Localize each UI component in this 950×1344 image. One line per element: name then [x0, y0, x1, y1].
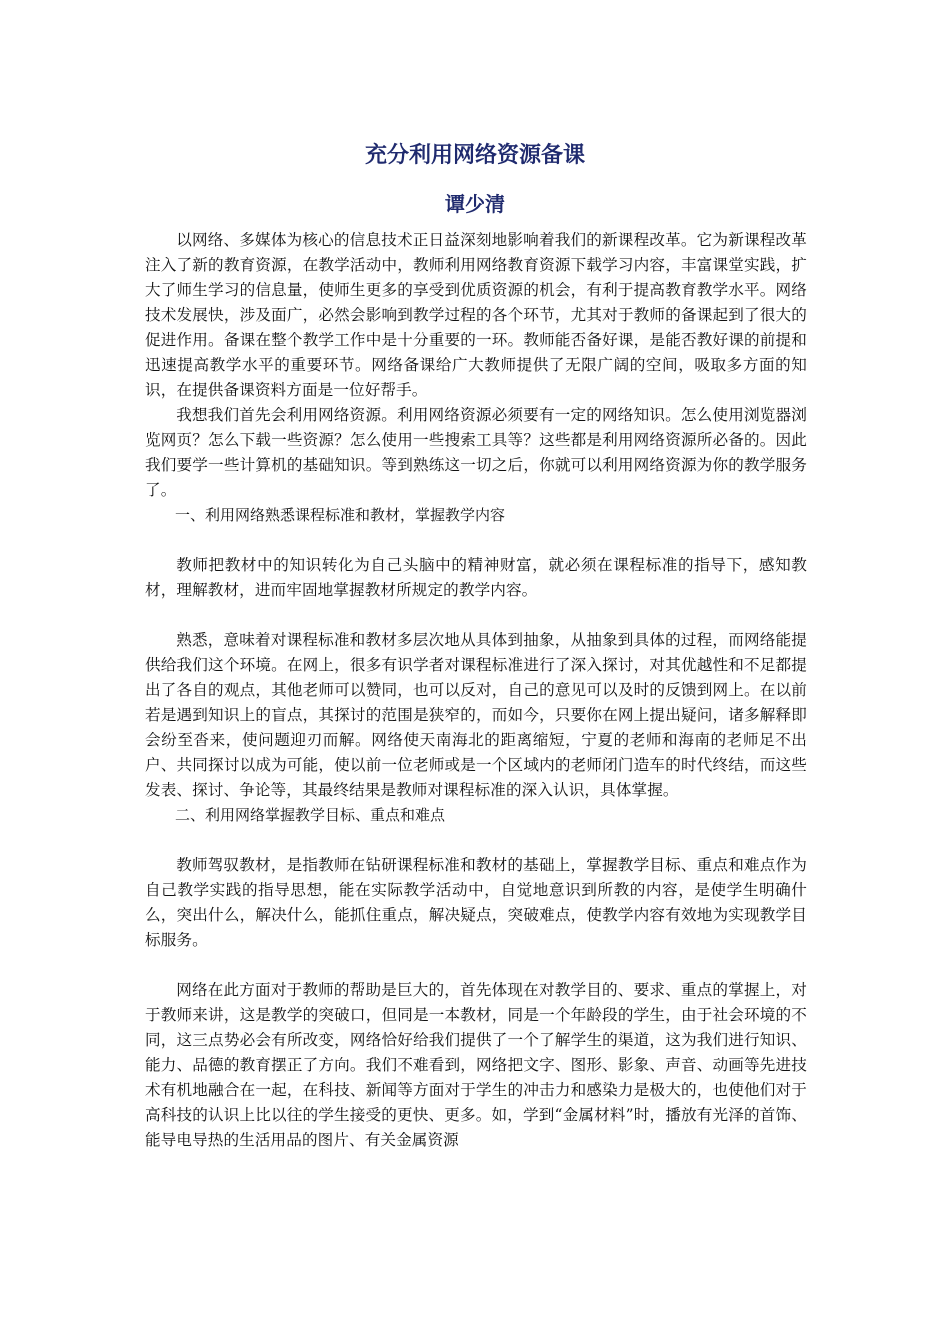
- paragraph-section1-b: 熟悉，意味着对课程标准和教材多层次地从具体到抽象，从抽象到具体的过程，而网络能提供给我们这个环境。在网上，很多有识学者对课程标准进行了深入探讨，对其优越性和不足都提出了各自的观点，其他老师可以赞同，也可以反对，自己的意见可以及时的反馈到网上。在以前若是遇到知识上的盲点，其探讨的范围是狭窄的，而如今，只要你在网上提出疑问，诸多解释即会纷至沓来，使问题迎刃而解。网络使天南海北的距离缩短，宁夏的老师和海南的老师足不出户、共同探讨以成为可能，使以前一位老师或是一个区域内的老师闭门造车的时代终结，而这些发表、探讨、争论等，其最终结果是教师对课程标准的深入认识，具体掌握。: [145, 631, 807, 799]
- document-title: 充分利用网络资源备课: [364, 143, 585, 168]
- document-author: 谭少清: [445, 192, 505, 216]
- paragraph-section2-b: 网络在此方面对于教师的帮助是巨大的，首先体现在对教学目的、要求、重点的掌握上，对于教师来讲，这是教学的突破口，但同是一本教材，同是一个年龄段的学生，由于社会环境的不同，这三点势必会有所改变，网络恰好给我们提供了一个了解学生的渠道，这为我们进行知识、能力、品德的教育摆正了方向。我们不难看到，网络把文字、图形、影象、声音、动画等先进技术有机地融合在一起，在科技、新闻等方面对于学生的冲击力和感染力是极大的，也使他们对于高科技的认识上比以往的学生接受的更快、更多。如，学到“金属材料”时，播放有光泽的首饰、能导电导热的生活用品的图片、有关金属资源: [145, 981, 807, 1149]
- paragraph-section2-a: 教师驾驭教材，是指教师在钻研课程标准和教材的基础上，掌握教学目标、重点和难点作为自己教学实践的指导思想，能在实际教学活动中，自觉地意识到所教的内容，是使学生明确什么，突出什么，解决什么，能抓住重点，解决疑点，突破难点，使教学内容有效地为实现教学目标服务。: [145, 856, 807, 949]
- paragraph-network-skills: 我想我们首先会利用网络资源。利用网络资源必须要有一定的网络知识。怎么使用浏览器浏览网页？怎么下载一些资源？怎么使用一些搜索工具等？这些都是利用网络资源所必备的。因此我们要学一些计算机的基础知识。等到熟练这一切之后，你就可以利用网络资源为你的教学服务了。: [145, 406, 807, 499]
- paragraph-intro: 以网络、多媒体为核心的信息技术正日益深刻地影响着我们的新课程改革。它为新课程改革注入了新的教育资源，在教学活动中，教师利用网络教育资源下载学习内容，丰富课堂实践，扩大了师生学习的信息量，使师生更多的享受到优质资源的机会，有利于提高教育教学水平。网络技术发展快，涉及面广，必然会影响到教学过程的各个环节，尤其对于教师的备课起到了很大的促进作用。备课在整个教学工作中是十分重要的一环。教师能否备好课，是能否教好课的前提和迅速提高教学水平的重要环节。网络备课给广大教师提供了无限广阔的空间，吸取多方面的知识，在提供备课资料方面是一位好帮手。: [145, 231, 807, 399]
- section-heading-1: 一、利用网络熟悉课程标准和教材，掌握教学内容: [175, 506, 506, 524]
- section-heading-2: 二、利用网络掌握教学目标、重点和难点: [175, 806, 446, 824]
- document-body: [145, 228, 807, 1153]
- paragraph-section1-a: 教师把教材中的知识转化为自己头脑中的精神财富，就必须在课程标准的指导下，感知教材，理解教材，进而牢固地掌握教材所规定的教学内容。: [145, 556, 807, 599]
